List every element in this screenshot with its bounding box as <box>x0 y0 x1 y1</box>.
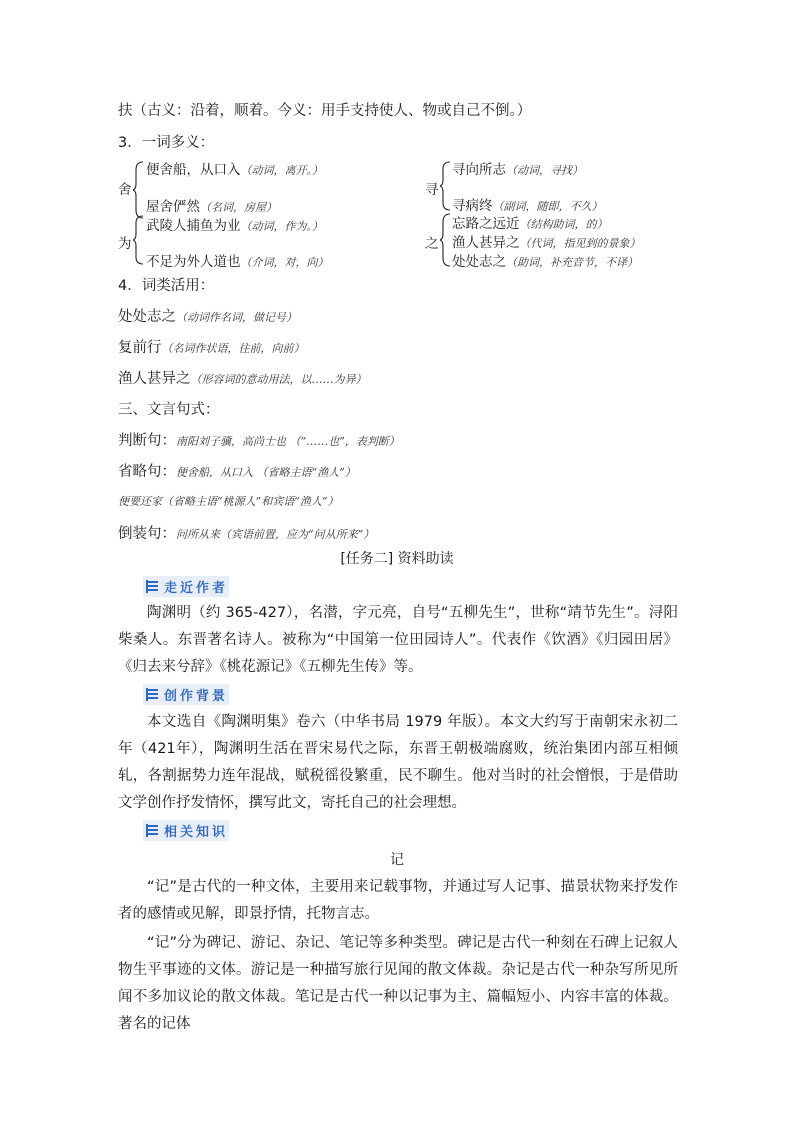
knowledge-title: 记 <box>390 852 404 868</box>
knowledge-badge <box>143 820 229 841</box>
s3-note: 便要还家（省略主语“桃源人”和宾语“渔人”） <box>118 495 339 508</box>
sentence-patterns-heading: 三、文言句式： <box>118 402 220 418</box>
zhi-entry-3 <box>452 250 638 270</box>
zhi-brace <box>440 212 452 268</box>
knowledge-badge-label: 相关知识 <box>164 825 229 840</box>
s1-note: 南阳刘子骥，高尚士也 （“……也”，表判断） <box>176 435 400 448</box>
zhi-e2-word: 渔人甚异之 <box>452 235 520 251</box>
sentence-inversion <box>118 521 374 547</box>
she-brace <box>133 160 145 220</box>
s2-label: 省略句： <box>118 464 176 480</box>
xun-char: 寻 <box>425 182 439 198</box>
knowledge-paragraph-1: “记”是古代的一种文体，主要用来记载事物，并通过写人记事、描景状物来抒发作者的感情或见解，即景抒情，托物言志。 <box>118 879 678 922</box>
zhi-e1-word: 忘路之远近 <box>452 216 520 232</box>
she-e2-note: （名词，房屋） <box>200 201 277 214</box>
wei-brace <box>133 214 145 266</box>
xun-entry-2 <box>452 194 603 214</box>
she-char: 舍 <box>118 182 132 198</box>
xun-brace <box>440 160 452 212</box>
wc3-word: 渔人甚异之 <box>118 371 191 387</box>
wc1-note: （动词作名词，做记号） <box>176 311 297 324</box>
she-e1-word: 便舍船，从口入 <box>146 162 241 178</box>
wc2-word: 复前行 <box>118 340 162 356</box>
wei-e2-note: （介词，对，向） <box>240 256 329 269</box>
word-class-heading: 4．词类活用： <box>118 278 215 294</box>
wei-e1-word: 武陵人捕鱼为业 <box>146 218 241 234</box>
word-class-item-1 <box>118 304 297 330</box>
xun-e2-note: （副词，随即，不久） <box>492 200 603 213</box>
xun-entry-1 <box>452 158 583 178</box>
s4-label: 倒装句： <box>118 526 176 542</box>
zhi-e3-note: （助词，补充音节，不译） <box>506 256 638 269</box>
wc1-word: 处处志之 <box>118 309 176 325</box>
zhi-e1-note: （结构助词，的） <box>519 218 608 231</box>
she-entry-2 <box>146 195 277 215</box>
she-e1-note: （动词，离开。） <box>240 164 323 177</box>
s4-note: 问所从来（宾语前置，应为“问从所来”） <box>176 528 375 541</box>
wei-entry-1 <box>146 214 323 234</box>
zhi-e3-word: 处处志之 <box>452 254 506 270</box>
wei-e2-word: 不足为外人道也 <box>146 254 241 270</box>
wei-entry-2 <box>146 250 329 270</box>
sentence-ellipsis-2 <box>118 490 339 509</box>
zhi-e2-note: （代词，指见到的景象） <box>519 237 641 250</box>
zhi-entry-2 <box>452 231 641 251</box>
zhi-char: 之 <box>425 236 439 252</box>
knowledge-paragraph-2: “记”分为碑记、游记、杂记、笔记等多种类型。碑记是古代一种刻在石碑上记叙人物生平事迹的文体。游记是一种描写旅行见闻的散文体裁。杂记是古代一种杂写所见所闻不多加议论的散文体裁。笔记是古代一种以记事为主、篇幅短小、内容丰富的体裁。著名的记体 <box>118 935 678 1032</box>
background-badge-label: 创作背景 <box>164 689 229 704</box>
section-icon <box>146 824 158 837</box>
she-e2-word: 屋舍俨然 <box>146 199 200 215</box>
wei-e1-note: （动词，作为。） <box>240 220 323 233</box>
polysemy-heading: 3．一词多义： <box>118 135 215 151</box>
sentence-judgment <box>118 428 400 454</box>
background-badge <box>143 684 229 705</box>
task2-title: [任务二] 资料助读 <box>340 551 454 567</box>
zhi-entry-1 <box>452 212 608 232</box>
wc2-note: （名词作状语，往前，向前） <box>161 342 305 355</box>
wc3-note: （形容词的意动用法，以……为异） <box>190 373 367 386</box>
word-class-item-2 <box>118 335 305 361</box>
fu-definition: 扶（古义：沿着，顺着。今义：用手支持使人、物或自己不倒。） <box>118 103 532 119</box>
section-icon <box>146 688 158 701</box>
section-icon <box>146 580 158 593</box>
xun-e1-word: 寻向所志 <box>452 162 506 178</box>
s1-label: 判断句： <box>118 433 176 449</box>
author-badge <box>143 576 229 597</box>
xun-e1-note: （动词，寻找） <box>506 164 583 177</box>
s2-note: 便舍船，从口入 （省略主语“渔人”） <box>176 466 356 479</box>
author-paragraph: 陶渊明（约 365-427），名潜，字元亮，自号“五柳先生”，世称“靖节先生”。浔阳柴桑人。东晋著名诗人。被称为“中国第一位田园诗人”。代表作《饮酒》《归园田居》《归去来兮辞》《桃花源记》《五柳先生传》等。 <box>118 605 678 675</box>
wei-char: 为 <box>118 236 132 252</box>
sentence-ellipsis <box>118 459 356 485</box>
she-entry-1 <box>146 158 323 178</box>
word-class-item-3 <box>118 366 367 392</box>
xun-e2-word: 寻病终 <box>452 198 493 214</box>
author-badge-label: 走近作者 <box>164 581 229 596</box>
background-paragraph: 本文选自《陶渊明集》卷六（中华书局 1979 年版）。本文大约写于南朝宋永初二年（421年），陶渊明生活在晋宋易代之际，东晋王朝极端腐败，统治集团内部互相倾轧，各割据势力连年混战，赋税徭役繁重，民不聊生。他对当时的社会憎恨，于是借助文学创作抒发情怀，撰写此文，寄托自己的社会理想。 <box>118 714 678 811</box>
